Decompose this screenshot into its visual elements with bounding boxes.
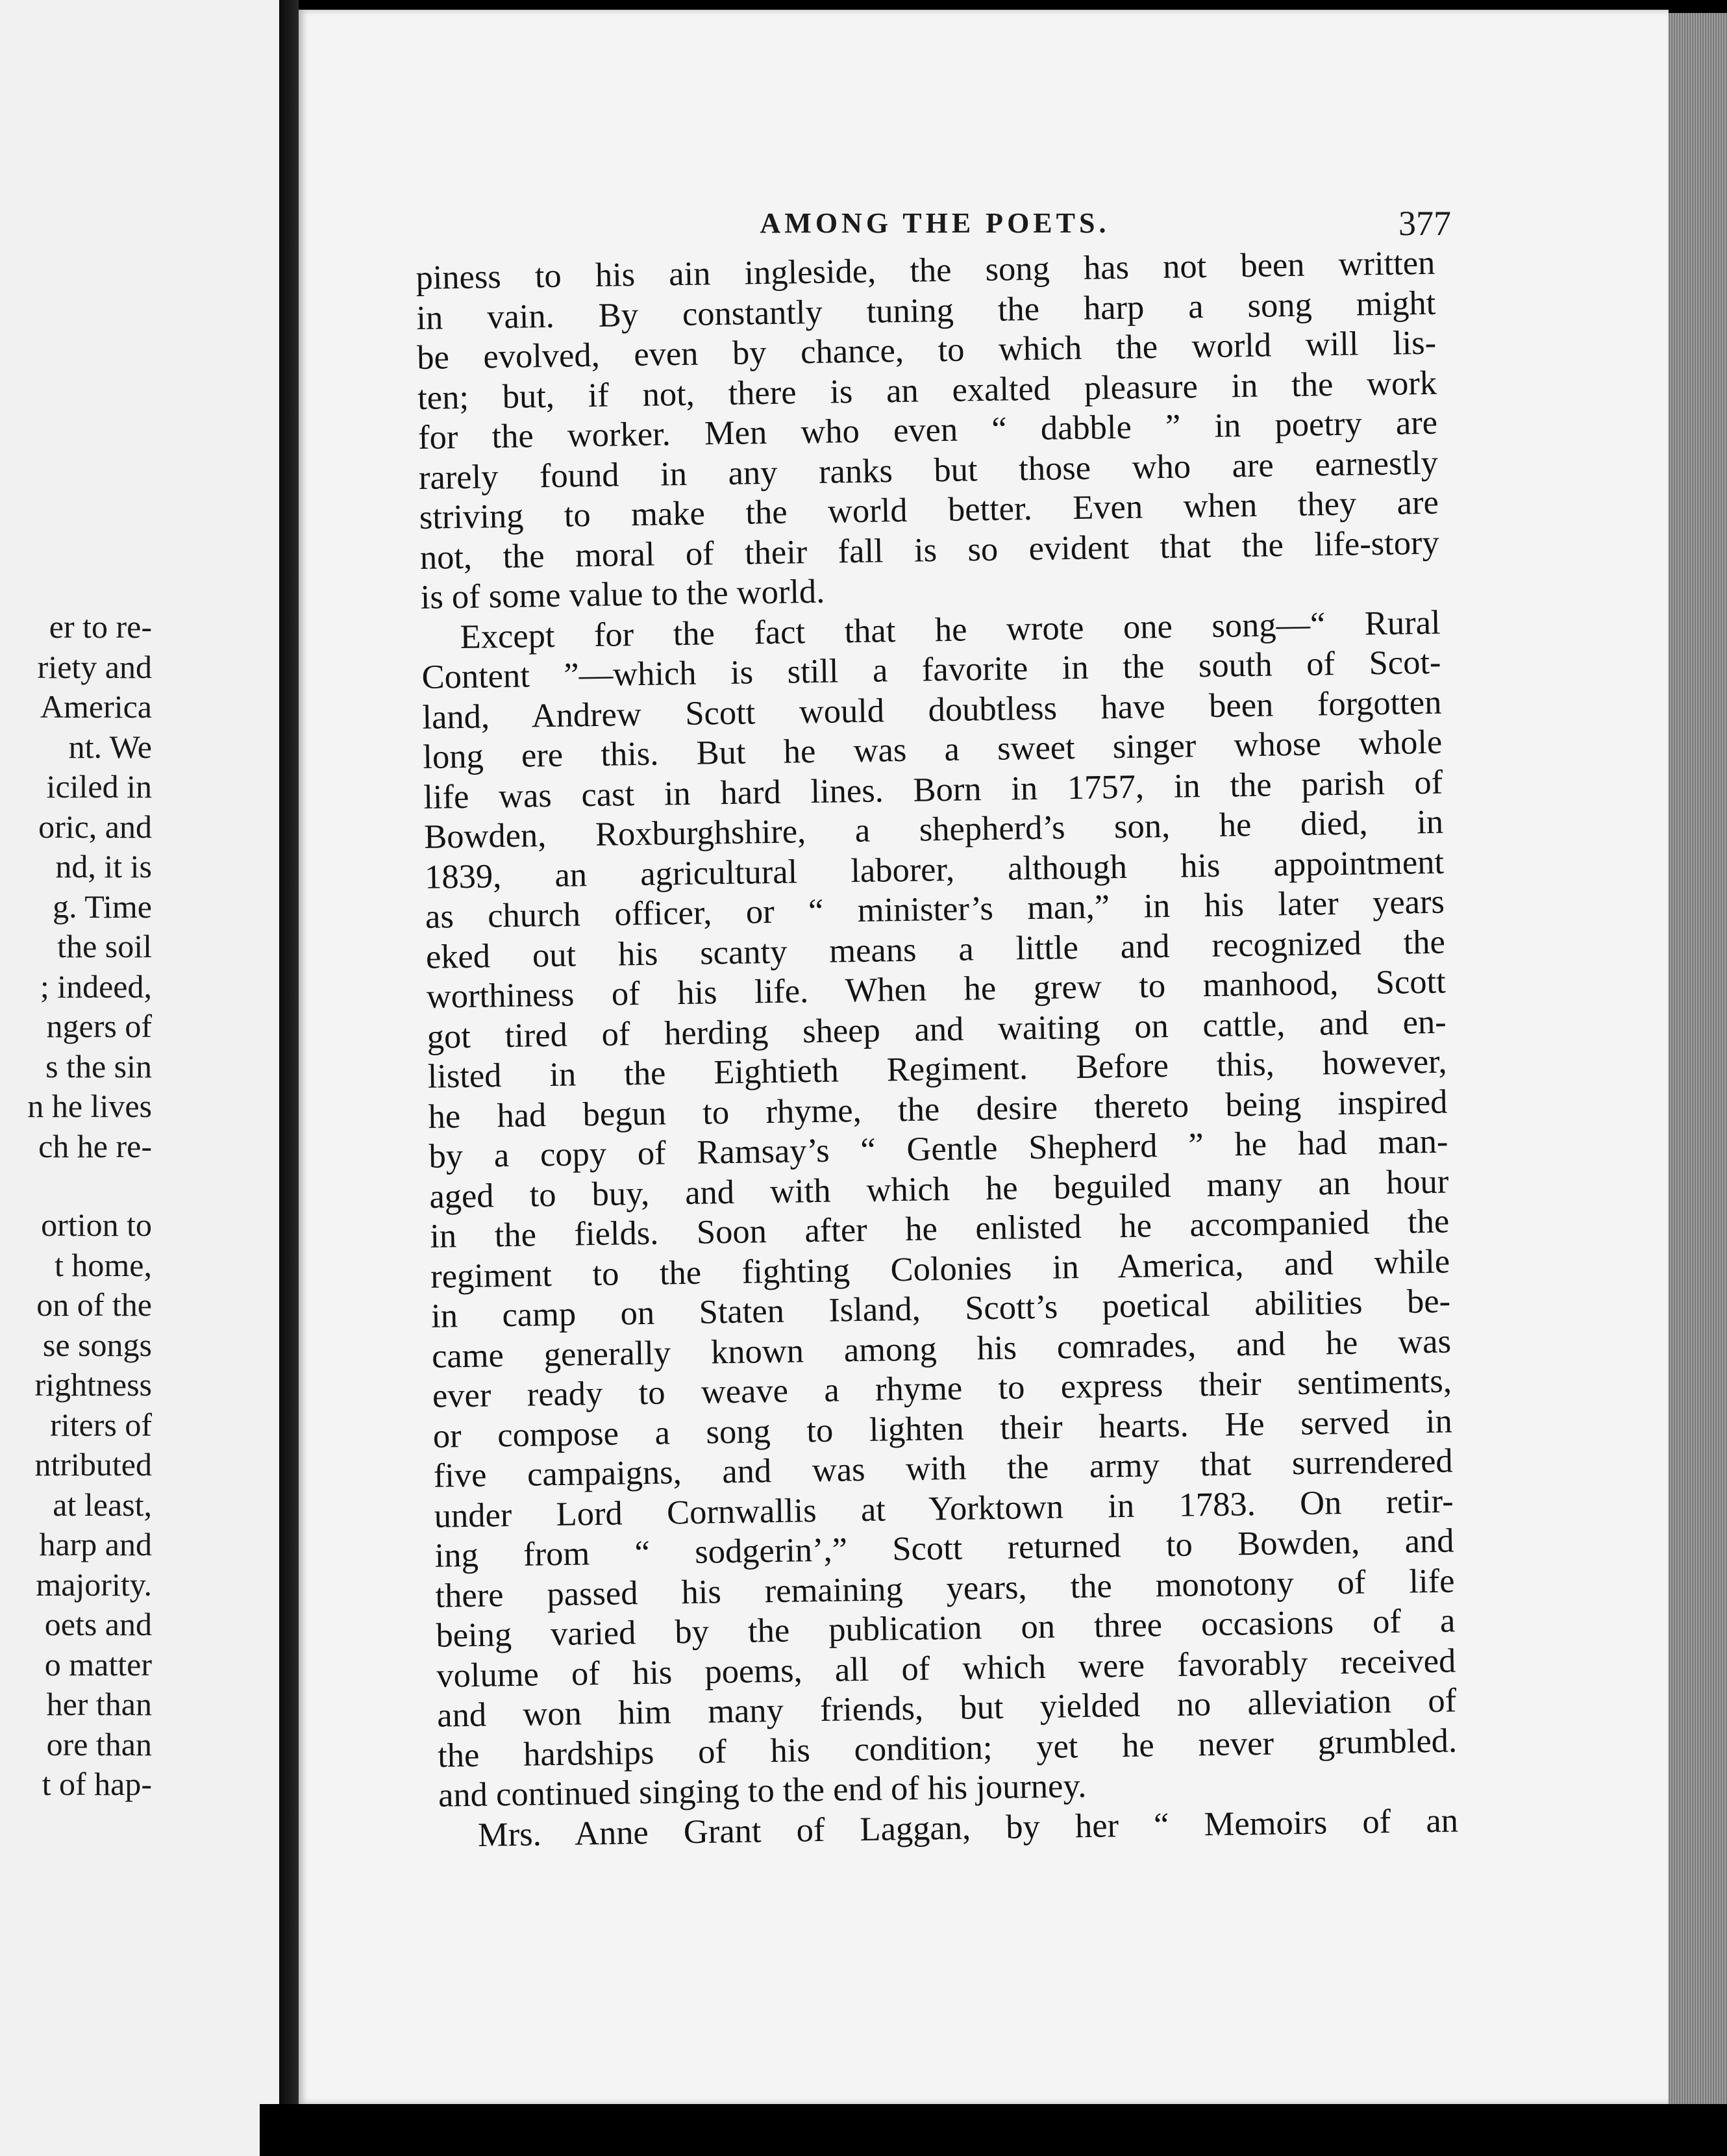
facing-line: majority. — [36, 1566, 152, 1603]
text-line: and continued singing to the end of his journey. — [438, 1766, 1087, 1814]
text-line: ten; but, if not, there is an exalted pleasure in the work — [417, 364, 1437, 417]
paragraph — [416, 244, 1440, 618]
facing-line: oets and — [44, 1606, 152, 1642]
text-line: land, Andrew Scott would doubtless have been forgotten — [422, 683, 1442, 736]
facing-line: on of the — [36, 1286, 152, 1323]
facing-line: rightness — [34, 1366, 152, 1403]
text-line: Mrs. Anne Grant of Laggan, by her “ Memoirs of an — [477, 1801, 1459, 1854]
text-line: aged to buy, and with which he beguiled many an hour — [429, 1162, 1449, 1216]
text-line: striving to make the world better. Even when they are — [419, 483, 1439, 536]
text-line: as church officer, or “ minister’s man,” in his later years — [425, 883, 1445, 936]
text-line: is of some value to the world. — [420, 572, 825, 616]
text-line: 1839, an agricultural laborer, although his appointment — [424, 843, 1445, 896]
text-line: there passed his remaining years, the monotony of life — [435, 1561, 1455, 1615]
text-line: he had begun to rhyme, the desire thereto being inspired — [428, 1083, 1448, 1136]
text-line: Content ”—which is still a favorite in the south of Scot- — [421, 643, 1441, 696]
facing-line: ch he re- — [38, 1127, 152, 1164]
facing-line: ntributed — [34, 1446, 152, 1483]
text-line: long ere this. But he was a sweet singer whose whole — [422, 723, 1443, 776]
facing-page — [0, 0, 279, 2156]
facing-line: s the sin — [45, 1047, 152, 1084]
facing-line: at least, — [53, 1486, 152, 1523]
facing-line: riters of — [50, 1406, 152, 1443]
text-line: listed in the Eightieth Regiment. Before this, however, — [427, 1042, 1447, 1096]
text-line: piness to his ain ingleside, the song has not been written — [416, 244, 1435, 297]
text-line: in the fields. Soon after he enlisted he accompanied the — [429, 1202, 1450, 1255]
text-line: got tired of herding sheep and waiting on cattle, and en- — [427, 1003, 1447, 1056]
paragraph-gap — [0, 1166, 152, 1205]
paragraph — [421, 603, 1458, 1816]
facing-line: n he lives — [27, 1088, 152, 1124]
text-line: five campaigns, and was with the army that surrendered — [433, 1442, 1454, 1495]
text-line: Except for the fact that he wrote one song—“ Rural — [460, 603, 1441, 656]
facing-line: ore than — [46, 1725, 152, 1762]
text-line: life was cast in hard lines. Born in 1757, in the parish of — [423, 763, 1443, 816]
facing-line: se songs — [42, 1326, 152, 1363]
text-line: ing from “ sodgerin’,” Scott returned to Bowden, and — [434, 1522, 1454, 1575]
text-line: in vain. By constantly tuning the harp a song might — [416, 284, 1436, 337]
facing-line: America — [40, 688, 152, 725]
facing-line: iciled in — [46, 768, 152, 805]
facing-line: g. Time — [53, 888, 152, 925]
facing-line: er to re- — [49, 608, 152, 645]
facing-line: o matter — [44, 1646, 152, 1683]
text-line: not, the moral of their fall is so evident that the life-story — [419, 523, 1440, 577]
text-line: by a copy of Ramsay’s “ Gentle Shepherd ” he had man- — [429, 1122, 1448, 1175]
bottom-shadow — [260, 2104, 1727, 2156]
book-gutter — [279, 0, 299, 2156]
text-line: under Lord Cornwallis at Yorktown in 1783. On retir- — [434, 1481, 1454, 1535]
page-number: 377 — [1398, 204, 1451, 243]
text-line: and won him many friends, but yielded no alleviation of — [436, 1681, 1457, 1735]
facing-line: t home, — [55, 1246, 152, 1283]
body-text — [416, 244, 1458, 1856]
text-line: came generally known among his comrades, and he was — [431, 1322, 1452, 1375]
facing-line: ngers of — [46, 1008, 152, 1044]
text-line: regiment to the fighting Colonies in America, and while — [430, 1242, 1450, 1296]
text-line: or compose a song to lighten their hearts. He served in — [432, 1402, 1453, 1455]
facing-line: the soil — [57, 928, 152, 964]
facing-line: harp and — [39, 1526, 152, 1562]
facing-line: riety and — [37, 648, 152, 685]
facing-line: t of hap- — [42, 1766, 152, 1802]
facing-page-text — [0, 607, 152, 1805]
facing-line: oric, and — [38, 808, 152, 845]
facing-line: ; indeed, — [40, 968, 152, 1005]
text-line: ever ready to weave a rhyme to express their sentiments, — [432, 1362, 1452, 1415]
text-line: being varied by the publication on three occasions of a — [436, 1601, 1456, 1655]
text-line: in camp on Staten Island, Scott’s poetical abilities be- — [430, 1282, 1451, 1335]
text-line: Bowden, Roxburghshire, a shepherd’s son, he died, in — [423, 803, 1444, 856]
text-line: volume of his poems, all of which were favorably received — [436, 1641, 1456, 1695]
text-line: eked out his scanty means a little and recognized the — [425, 923, 1446, 976]
text-line: be evolved, even by chance, to which the world will lis- — [416, 323, 1437, 377]
facing-line: nt. We — [68, 728, 152, 765]
text-line: rarely found in any ranks but those who are earnestly — [418, 444, 1439, 497]
page-edges — [1669, 13, 1727, 2104]
running-title: AMONG THE POETS. — [760, 207, 1110, 239]
text-line: for the worker. Men who even “ dabble ” in poetry are — [417, 403, 1438, 457]
facing-line: her than — [46, 1686, 152, 1722]
facing-line: ortion to — [41, 1207, 152, 1243]
text-line: the hardships of his condition; yet he never grumbled. — [437, 1721, 1458, 1775]
text-line: worthiness of his life. When he grew to manhood, Scott — [426, 962, 1447, 1016]
facing-line: nd, it is — [55, 848, 152, 884]
